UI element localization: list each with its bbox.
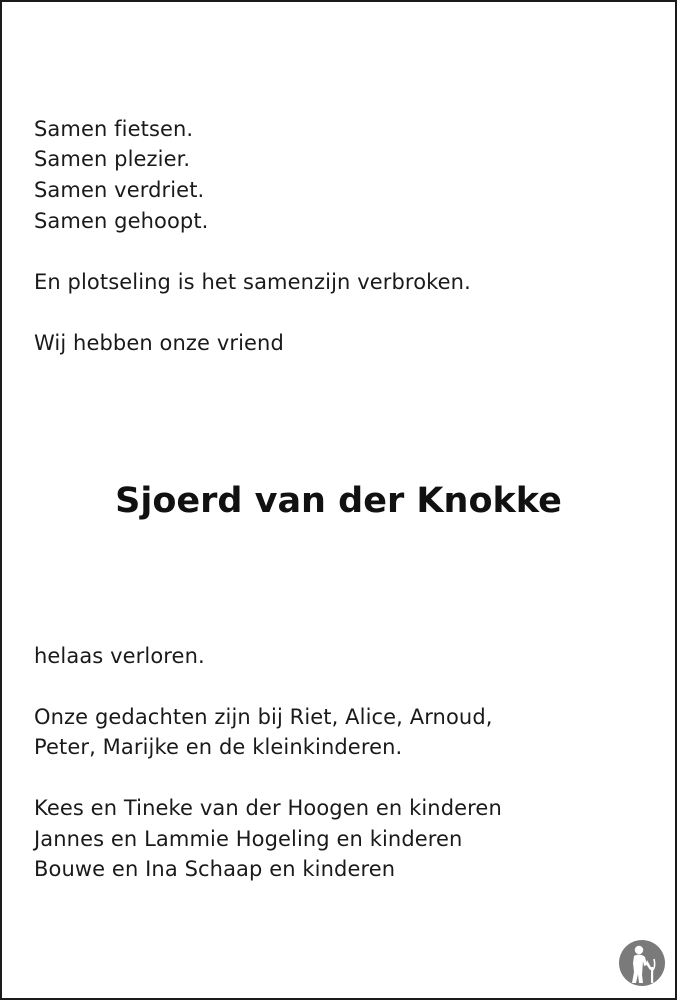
deceased-name: Sjoerd van der Knokke [115, 481, 562, 521]
thoughts-line-1: Onze gedachten zijn bij Riet, Alice, Arnoud, [34, 705, 493, 729]
thoughts-line-2: Peter, Marijke en de kleinkinderen. [34, 735, 403, 759]
outro-lost: helaas verloren. [34, 644, 205, 668]
intro-line-2: Wij hebben onze vriend [34, 331, 284, 355]
signatory-3: Bouwe en Ina Schaap en kinderen [34, 857, 396, 881]
poem-line-4: Samen gehoopt. [34, 209, 209, 233]
poem-line-2: Samen plezier. [34, 147, 191, 171]
poem-line-1: Samen fietsen. [34, 117, 194, 141]
poem-line-3: Samen verdriet. [34, 178, 205, 202]
intro-line-1: En plotseling is het samenzijn verbroken. [34, 270, 471, 294]
signatory-2: Jannes en Lammie Hogeling en kinderen [34, 827, 463, 851]
signatory-1: Kees en Tineke van der Hoogen en kinderen [34, 796, 502, 820]
mourning-figure-icon [618, 939, 666, 987]
